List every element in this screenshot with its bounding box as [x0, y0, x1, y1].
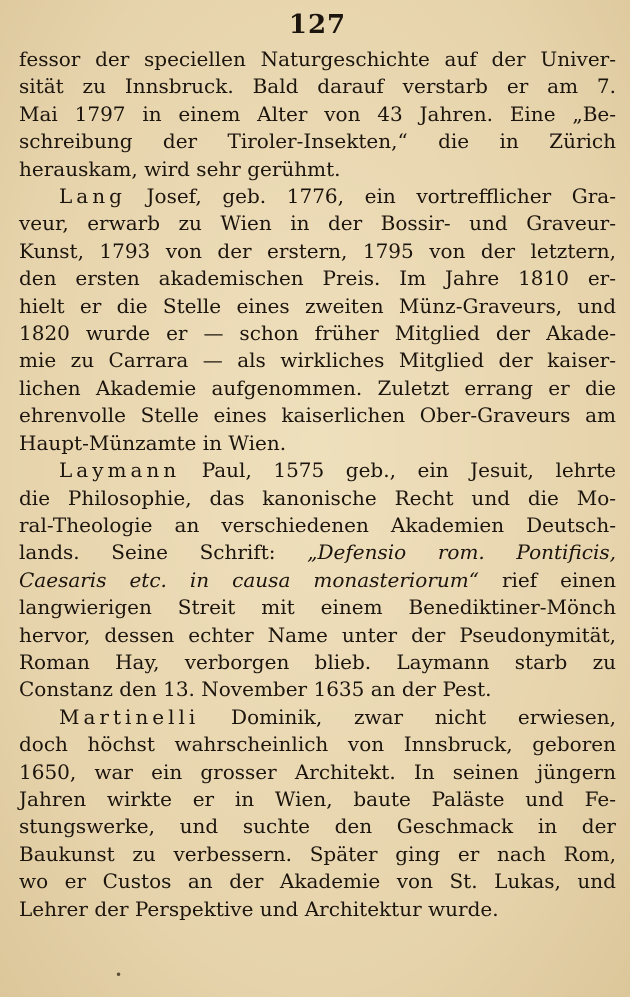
text-line: Mai 1797 in einem Alter von 43 Jahren. Eine „Be-: [19, 101, 616, 126]
text-line: ral-Theologie an verschiedenen Akademien Deutsch-: [19, 512, 616, 537]
text-line: veur, erwarb zu Wien in der Bossir- und Graveur-: [19, 211, 616, 236]
text-line: wo er Custos an der Akademie von St. Lukas, und: [19, 869, 616, 894]
text-segment: lands. Seine Schrift:: [19, 540, 308, 565]
paragraph-lang: [19, 183, 616, 457]
entry-name-lang: Lang: [59, 184, 126, 209]
book-title-italic: Caesaris etc. in causa monasteriorum“: [19, 567, 479, 592]
text-line: hielt er die Stelle eines zweiten Münz-Graveurs, und: [19, 293, 616, 318]
text-line: ehrenvolle Stelle eines kaiserlichen Ober-Graveurs am: [19, 403, 616, 428]
text-segment: Paul, 1575 geb., ein Jesuit, lehrte: [180, 458, 616, 483]
text-line: [19, 539, 616, 566]
text-line: die Philosophie, das kanonische Recht und die Mo-: [19, 485, 616, 510]
book-title-italic: „Defensio rom. Pontificis,: [307, 540, 616, 565]
text-line: schreibung der Tiroler-Insekten,“ die in Zürich: [19, 129, 616, 154]
text-line: [19, 704, 616, 731]
text-line: 1820 wurde er — schon früher Mitglied der Akade-: [19, 321, 616, 346]
paragraph-martinelli: [19, 704, 616, 923]
entry-name-martinelli: Martinelli: [59, 704, 200, 729]
text-line: stungswerke, und suchte den Geschmack in der: [19, 814, 616, 839]
text-line: Jahren wirkte er in Wien, baute Paläste und Fe-: [19, 786, 616, 811]
text-line: Lehrer der Perspektive und Architektur wurde.: [19, 896, 499, 921]
text-line: [19, 457, 616, 484]
stray-ink-mark: •: [115, 968, 123, 982]
text-line: Kunst, 1793 von der erstern, 1795 von der letztern,: [19, 238, 616, 263]
text-line: Baukunst zu verbessern. Später ging er nach Rom,: [19, 841, 616, 866]
text-segment: Dominik, zwar nicht erwiesen,: [199, 704, 616, 729]
text-line: Haupt-Münzamte in Wien.: [19, 430, 287, 455]
text-line: herauskam, wird sehr gerühmt.: [19, 156, 341, 181]
text-line: lichen Akademie aufgenommen. Zuletzt errang er die: [19, 375, 616, 400]
text-line: den ersten akademischen Preis. Im Jahre 1810 er-: [19, 266, 616, 291]
paragraph-continuation: [19, 46, 616, 183]
text-line: 1650, war ein grosser Architekt. In seinen jüngern: [19, 759, 616, 784]
text-line: Constanz den 13. November 1635 an der Pest.: [19, 677, 492, 702]
text-line: doch höchst wahrscheinlich von Innsbruck, geboren: [19, 732, 616, 757]
page-text: [19, 46, 616, 923]
text-line: [19, 183, 616, 210]
text-line: Roman Hay, verborgen blieb. Laymann starb zu: [19, 649, 616, 674]
text-line: hervor, dessen echter Name unter der Pseudonymität,: [19, 622, 616, 647]
text-line: sität zu Innsbruck. Bald darauf verstarb er am 7.: [19, 74, 616, 99]
text-line: fessor der speciellen Naturgeschichte auf der Univer-: [19, 47, 616, 71]
text-segment: rief einen: [478, 567, 616, 592]
text-line: [19, 567, 616, 594]
paragraph-laymann: [19, 457, 616, 704]
entry-name-laymann: Laymann: [59, 458, 181, 483]
page-number: 127: [288, 10, 347, 40]
text-segment: Josef, geb. 1776, ein vortrefflicher Gra-: [125, 184, 616, 209]
text-line: mie zu Carrara — als wirkliches Mitglied der kaiser-: [19, 348, 616, 373]
text-line: langwierigen Streit mit einem Benediktiner-Mönch: [19, 595, 616, 620]
